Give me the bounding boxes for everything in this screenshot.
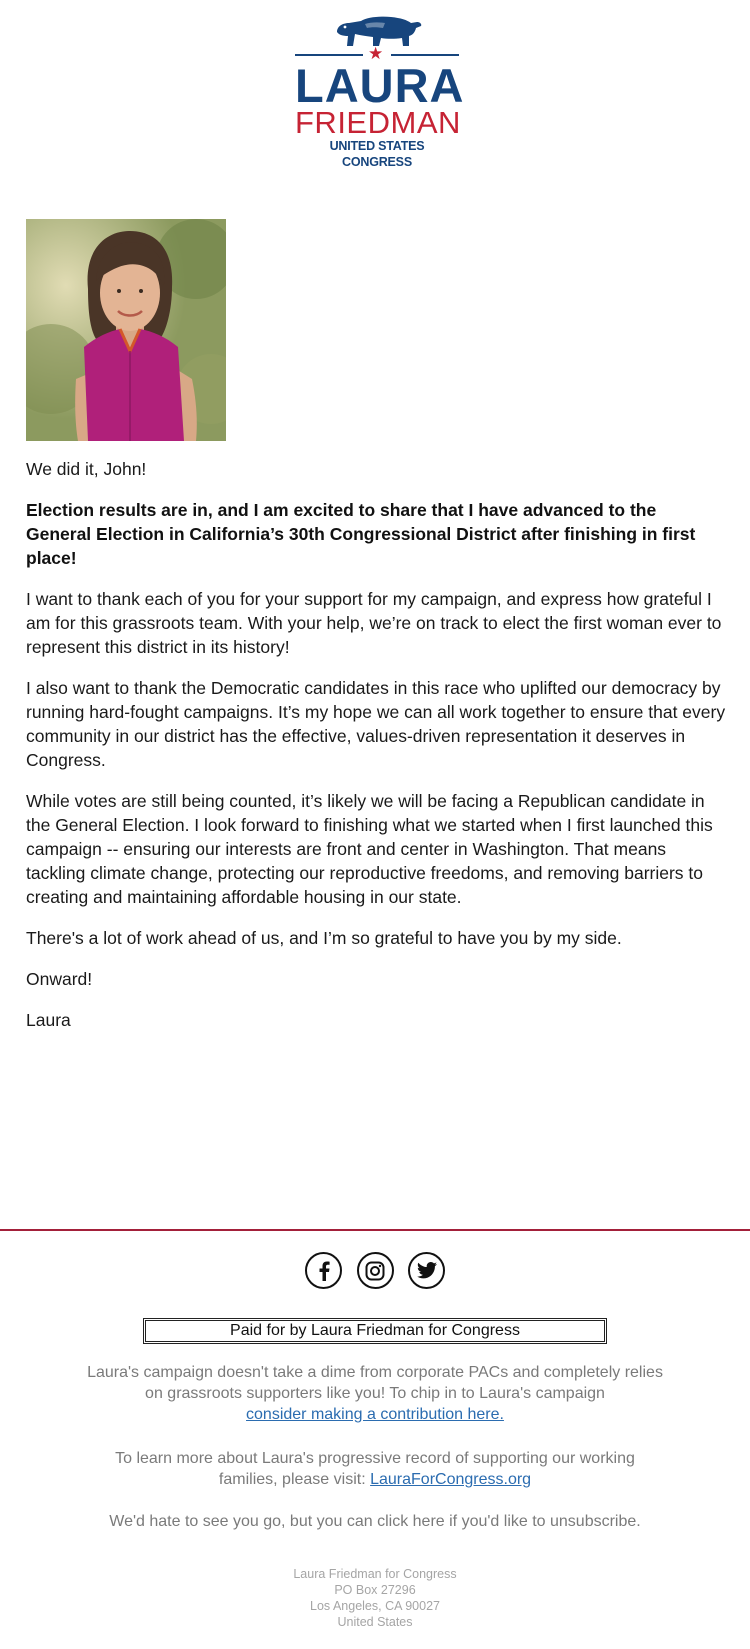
candidate-photo (26, 219, 226, 441)
address-country: United States (337, 1615, 413, 1629)
contribution-note (85, 1362, 665, 1425)
twitter-icon (417, 1262, 437, 1279)
campaign-logo (295, 14, 465, 170)
paragraph: I also want to thank the Democratic candidates in this race who uplifted our democracy by running hard-fought campaigns. It’s my hope we can all work together to ensure that every community in our district has the effective, values-driven representation it deserves in Congress. (26, 678, 726, 770)
social-links (305, 1252, 445, 1289)
paid-for-disclaimer: Paid for by Laura Friedman for Congress (143, 1318, 607, 1344)
bear-icon (331, 14, 423, 48)
message-body (26, 457, 726, 1049)
greeting: We did it, John! (26, 459, 147, 479)
mailing-address (225, 1566, 525, 1630)
facebook-link[interactable] (305, 1252, 342, 1289)
headline: Election results are in, and I am excited to share that I have advanced to the General Election in California’s 30th Congressional District after finishing in first place! (26, 500, 696, 568)
footer-divider (0, 1229, 750, 1231)
unsubscribe-link[interactable]: We'd hate to see you go, but you can click here if you'd like to unsubscribe. (109, 1513, 641, 1530)
facebook-icon (316, 1261, 332, 1281)
learn-more-note (85, 1448, 665, 1490)
instagram-link[interactable] (357, 1252, 394, 1289)
logo-name-last: FRIEDMAN (295, 105, 461, 140)
paragraph: There's a lot of work ahead of us, and I’m so grateful to have you by my side. (26, 928, 622, 948)
logo-tagline: UNITED STATES CONGRESS (329, 139, 425, 169)
twitter-link[interactable] (408, 1252, 445, 1289)
learn-more-text: To learn more about Laura's progressive record of supporting our working families, please visit: (115, 1450, 635, 1488)
signature: Laura (26, 1010, 71, 1030)
contribution-text: Laura's campaign doesn't take a dime from corporate PACs and completely relies on grassroots supporters like you! To chip in to Laura's campaign (87, 1364, 663, 1402)
website-link[interactable]: LauraForCongress.org (370, 1471, 532, 1488)
address-city: Los Angeles, CA 90027 (310, 1599, 440, 1613)
paragraph: I want to thank each of you for your support for my campaign, and express how grateful I am for this grassroots team. With your help, we’re on track to elect the first woman ever to represent this district in its history! (26, 589, 722, 657)
contribution-link[interactable]: consider making a contribution here. (246, 1406, 504, 1423)
star-icon: ★ (368, 44, 384, 63)
logo-name-first: LAURA (295, 59, 465, 112)
instagram-icon (365, 1261, 385, 1281)
address-org: Laura Friedman for Congress (293, 1567, 457, 1581)
logo-rule (295, 44, 459, 63)
paragraph: While votes are still being counted, it’s likely we will be facing a Republican candidate in the General Election. I look forward to finishing what we started when I first launched this campaign -- ensuring our interests are front and center in Washington. That means tackling climate change, protecting our reproductive freedoms, and removing barriers to creating and maintaining affordable housing in our state. (26, 791, 713, 907)
closing: Onward! (26, 969, 93, 989)
address-street: PO Box 27296 (334, 1583, 416, 1597)
